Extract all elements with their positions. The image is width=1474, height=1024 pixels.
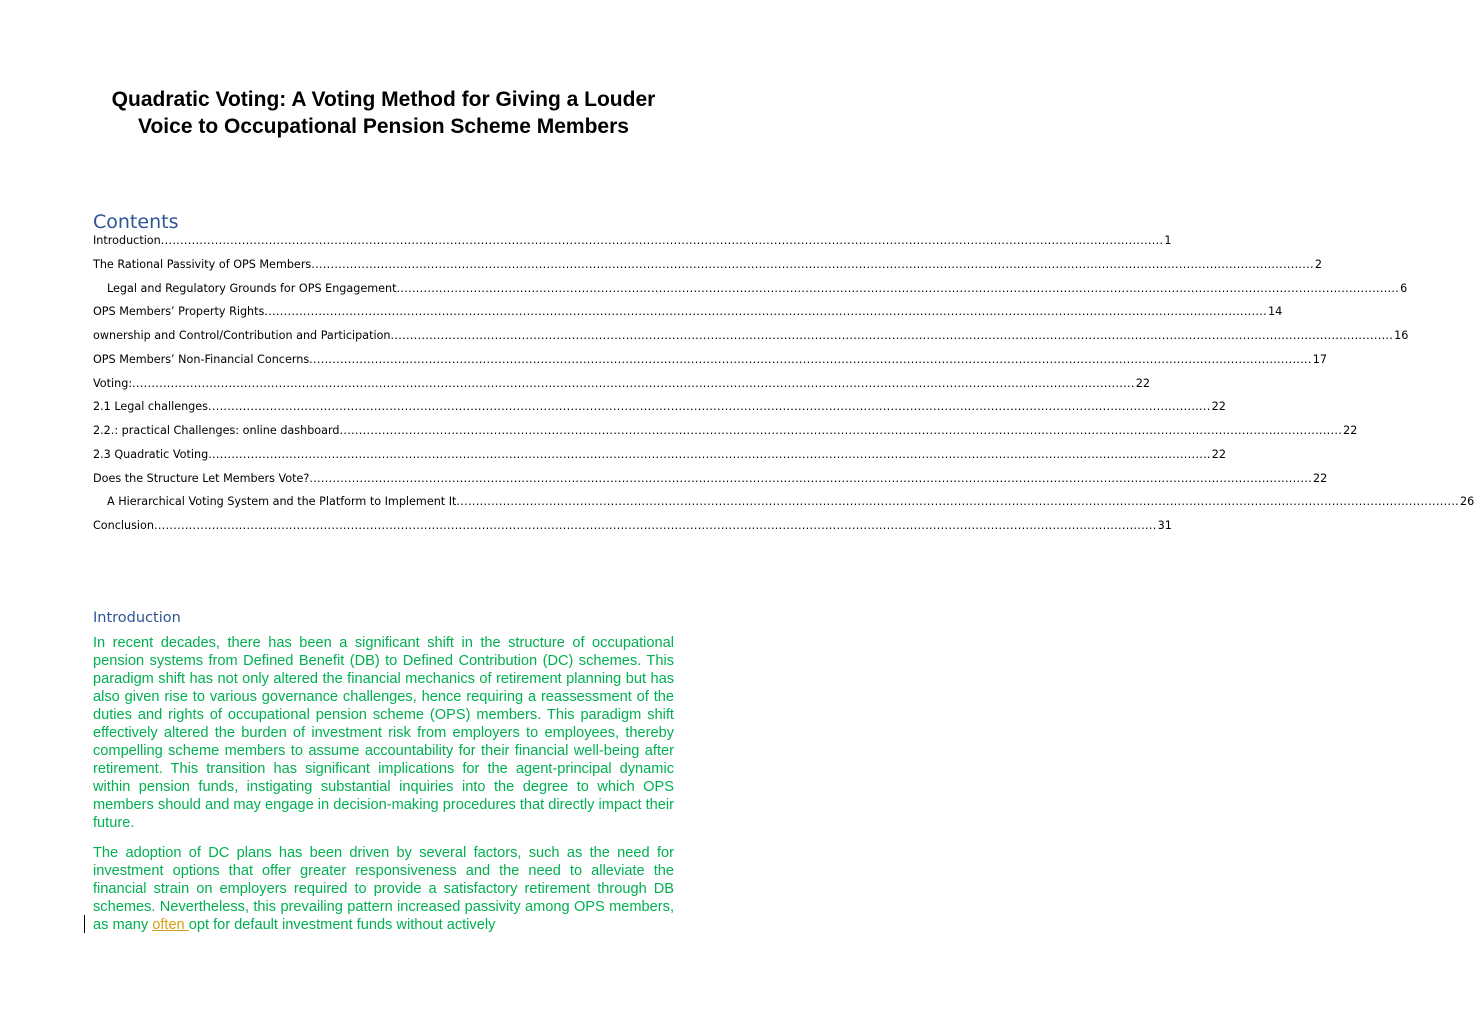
toc-dot-leader: ....................................................................................................................................................................................................................................................................: [309, 471, 1312, 485]
toc-entry-title: Introduction: [93, 234, 161, 247]
toc-entry[interactable]: [93, 376, 1150, 401]
toc-entry[interactable]: [93, 234, 1172, 258]
toc-entry[interactable]: [93, 471, 1328, 496]
toc-entry[interactable]: [93, 424, 1358, 448]
toc-entry[interactable]: [93, 495, 1474, 519]
toc-entry-page-number: 22: [1211, 447, 1227, 461]
toc-entry[interactable]: [93, 519, 1172, 543]
toc-dot-leader: ....................................................................................................................................................................................................................................................................: [339, 424, 1343, 437]
toc-entry[interactable]: [93, 281, 1408, 306]
toc-entry-title: OPS Members’ Property Rights: [93, 305, 265, 319]
table-of-contents: [93, 234, 1474, 543]
toc-entry-page-number: 2: [1314, 257, 1322, 271]
highlighted-word[interactable]: often: [152, 917, 189, 933]
toc-entry-page-number: 6: [1400, 281, 1408, 295]
toc-entry-page-number: 31: [1157, 519, 1172, 532]
toc-dot-leader: ....................................................................................................................................................................................................................................................................: [309, 352, 1312, 366]
toc-entry-page-number: 17: [1312, 352, 1328, 366]
toc-heading: Contents: [93, 211, 179, 233]
toc-entry[interactable]: [93, 305, 1283, 329]
toc-entry-title: Voting:: [93, 376, 133, 390]
toc-dot-leader: ....................................................................................................................................................................................................................................................................: [208, 400, 1211, 414]
text-cursor: [84, 915, 85, 933]
toc-entry-page-number: 22: [1312, 471, 1328, 485]
toc-entry-title: 2.3 Quadratic Voting: [93, 447, 209, 461]
toc-entry-title: Legal and Regulatory Grounds for OPS Engagement: [107, 281, 397, 295]
toc-entry-title: Does the Structure Let Members Vote?: [93, 471, 310, 485]
toc-entry-page-number: 14: [1267, 305, 1283, 319]
introduction-heading: Introduction: [93, 610, 181, 626]
toc-entry-title: Conclusion: [93, 519, 154, 532]
document-title: Quadratic Voting: A Voting Method for Giving a Louder Voice to Occupational Pension Scheme Members: [111, 88, 656, 138]
toc-dot-leader: ....................................................................................................................................................................................................................................................................: [390, 329, 1394, 342]
toc-entry[interactable]: [93, 447, 1227, 472]
toc-dot-leader: ....................................................................................................................................................................................................................................................................: [153, 519, 1157, 532]
toc-dot-leader: ....................................................................................................................................................................................................................................................................: [160, 234, 1164, 247]
paragraph-2-text-start: The adoption of DC plans has been driven by several factors, such as the need for investment options that offer greater responsiveness and the need to alleviate the financial strain on employers required to provide a satisfactory retirement through DB schemes. Nevertheless, this prevailing pattern increased passivity among OPS members, as many: [93, 845, 674, 933]
toc-entry[interactable]: [93, 329, 1409, 353]
toc-entry-title: OPS Members’ Non-Financial Concerns: [93, 352, 310, 366]
toc-entry-page-number: 26: [1460, 495, 1474, 509]
toc-entry-page-number: 22: [1211, 400, 1226, 414]
toc-entry-page-number: 16: [1394, 329, 1409, 342]
paragraph-2-text-end: opt for default investment funds without actively: [188, 917, 496, 933]
toc-entry[interactable]: [93, 400, 1226, 424]
toc-dot-leader: ....................................................................................................................................................................................................................................................................: [456, 495, 1460, 509]
toc-dot-leader: ....................................................................................................................................................................................................................................................................: [132, 376, 1135, 390]
toc-entry-page-number: 22: [1343, 424, 1358, 437]
toc-entry-title: 2.1 Legal challenges: [93, 400, 208, 414]
toc-entry-title: The Rational Passivity of OPS Members: [93, 257, 312, 271]
toc-dot-leader: ....................................................................................................................................................................................................................................................................: [264, 305, 1267, 319]
toc-entry-page-number: 1: [1164, 234, 1172, 247]
toc-entry[interactable]: [93, 257, 1322, 282]
toc-entry-title: 2.2.: practical Challenges: online dashboard: [93, 424, 340, 437]
toc-entry-page-number: 22: [1135, 376, 1150, 390]
toc-entry-title: ownership and Control/Contribution and Participation: [93, 329, 391, 342]
toc-entry-title: A Hierarchical Voting System and the Platform to Implement It: [107, 495, 457, 509]
introduction-paragraph-1: In recent decades, there has been a significant shift in the structure of occupational pension systems from Defined Benefit (DB) to Defined Contribution (DC) schemes. This paradigm shift has not only altered the financial mechanics of retirement planning but has also given rise to various governance challenges, hence requiring a reassessment of the duties and rights of occupational pension scheme (OPS) members. This paradigm shift effectively altered the burden of investment risk from employers to employees, thereby compelling scheme members to assume accountability for their financial well-being after retirement. This transition has significant implications for the agent-principal dynamic within pension funds, instigating substantial inquiries into the degree to which OPS members should and may engage in decision-making procedures that directly impact their future.: [93, 635, 674, 831]
toc-dot-leader: ....................................................................................................................................................................................................................................................................: [396, 281, 1400, 295]
toc-dot-leader: ....................................................................................................................................................................................................................................................................: [208, 447, 1211, 461]
toc-entry[interactable]: [93, 352, 1328, 377]
introduction-paragraph-2: [93, 844, 674, 934]
toc-dot-leader: ....................................................................................................................................................................................................................................................................: [311, 257, 1314, 271]
